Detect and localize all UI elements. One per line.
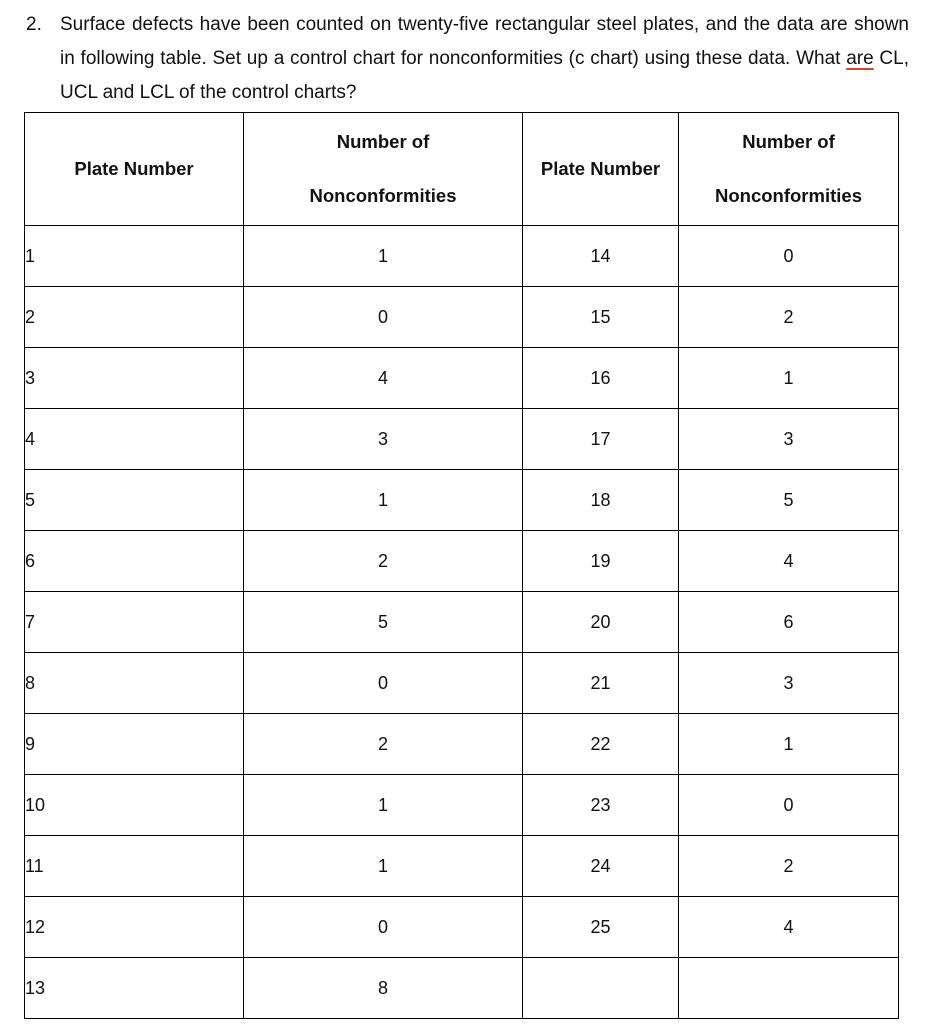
table-cell: 2: [244, 714, 523, 775]
table-cell: 7: [25, 592, 244, 653]
table-cell: 10: [25, 775, 244, 836]
table-cell: 19: [523, 531, 679, 592]
table-cell: 0: [244, 653, 523, 714]
table-cell: 22: [523, 714, 679, 775]
table-cell: 6: [679, 592, 899, 653]
table-cell: 2: [679, 287, 899, 348]
table-cell: 5: [25, 470, 244, 531]
table-cell: 0: [244, 897, 523, 958]
table-cell: 3: [25, 348, 244, 409]
table-cell: 5: [244, 592, 523, 653]
table-cell: 20: [523, 592, 679, 653]
question-text-after: CL, UCL and LCL of the control charts?: [60, 48, 909, 103]
table-row: [25, 958, 899, 1019]
table-cell: 24: [523, 836, 679, 897]
table-cell: 4: [25, 409, 244, 470]
table-cell: 0: [679, 226, 899, 287]
table-cell: 12: [25, 897, 244, 958]
header-text: Plate Number: [540, 158, 661, 179]
header-plate-number-1: [25, 113, 244, 226]
table-cell: 3: [679, 409, 899, 470]
table-cell: 1: [244, 226, 523, 287]
table-cell: 11: [25, 836, 244, 897]
table-cell: 17: [523, 409, 679, 470]
header-row: [25, 113, 899, 226]
table-body: [25, 226, 899, 1019]
table-row: [25, 531, 899, 592]
table-cell: 6: [25, 531, 244, 592]
grammar-underlined-word: are: [846, 48, 874, 69]
header-nonconformities-2: [679, 113, 899, 226]
nonconformities-table: [24, 112, 899, 1019]
table-cell: 2: [679, 836, 899, 897]
header-text: Number of: [336, 131, 430, 152]
table-cell: 14: [523, 226, 679, 287]
table-cell: 4: [244, 348, 523, 409]
table-cell: 8: [25, 653, 244, 714]
table-cell: 3: [679, 653, 899, 714]
table-cell: 0: [244, 287, 523, 348]
header-text: Plate Number: [74, 158, 194, 179]
table-cell: 15: [523, 287, 679, 348]
table-header: [25, 113, 899, 226]
table-cell: 13: [25, 958, 244, 1019]
header-text: Nonconformities: [309, 185, 457, 206]
table-cell: 21: [523, 653, 679, 714]
table-cell: 4: [679, 897, 899, 958]
header-plate-number-2: [523, 113, 679, 226]
table-cell: 4: [679, 531, 899, 592]
table-row: [25, 714, 899, 775]
table-cell: 1: [244, 470, 523, 531]
table-cell: 1: [244, 775, 523, 836]
table-cell: 23: [523, 775, 679, 836]
table-cell: 8: [244, 958, 523, 1019]
table-cell: 1: [244, 836, 523, 897]
table-row: [25, 592, 899, 653]
question-text: [60, 8, 909, 110]
question-number: 2.: [26, 14, 42, 35]
table-row: [25, 409, 899, 470]
table-cell: 0: [679, 775, 899, 836]
table-cell: 2: [244, 531, 523, 592]
table-cell: 1: [679, 714, 899, 775]
table-cell: 3: [244, 409, 523, 470]
table-row: [25, 836, 899, 897]
table-cell: 25: [523, 897, 679, 958]
table-row: [25, 470, 899, 531]
table-row: [25, 348, 899, 409]
table-cell: 5: [679, 470, 899, 531]
table-cell: [523, 958, 679, 1019]
header-text: Nonconformities: [715, 185, 862, 206]
question-text-before: Surface defects have been counted on twenty-five rectangular steel plates, and the data are shown in following table. Set up a control chart for nonconformities (c chart) using these data. What: [60, 14, 909, 69]
table-cell: 16: [523, 348, 679, 409]
table-row: [25, 653, 899, 714]
table-row: [25, 897, 899, 958]
table-row: [25, 287, 899, 348]
table-cell: [679, 958, 899, 1019]
table-cell: 18: [523, 470, 679, 531]
table-cell: 1: [679, 348, 899, 409]
table-row: [25, 226, 899, 287]
question-block: [26, 8, 909, 110]
table-cell: 9: [25, 714, 244, 775]
header-nonconformities-1: [244, 113, 523, 226]
table-row: [25, 775, 899, 836]
table-cell: 1: [25, 226, 244, 287]
table-cell: 2: [25, 287, 244, 348]
header-text: Number of: [742, 131, 835, 152]
